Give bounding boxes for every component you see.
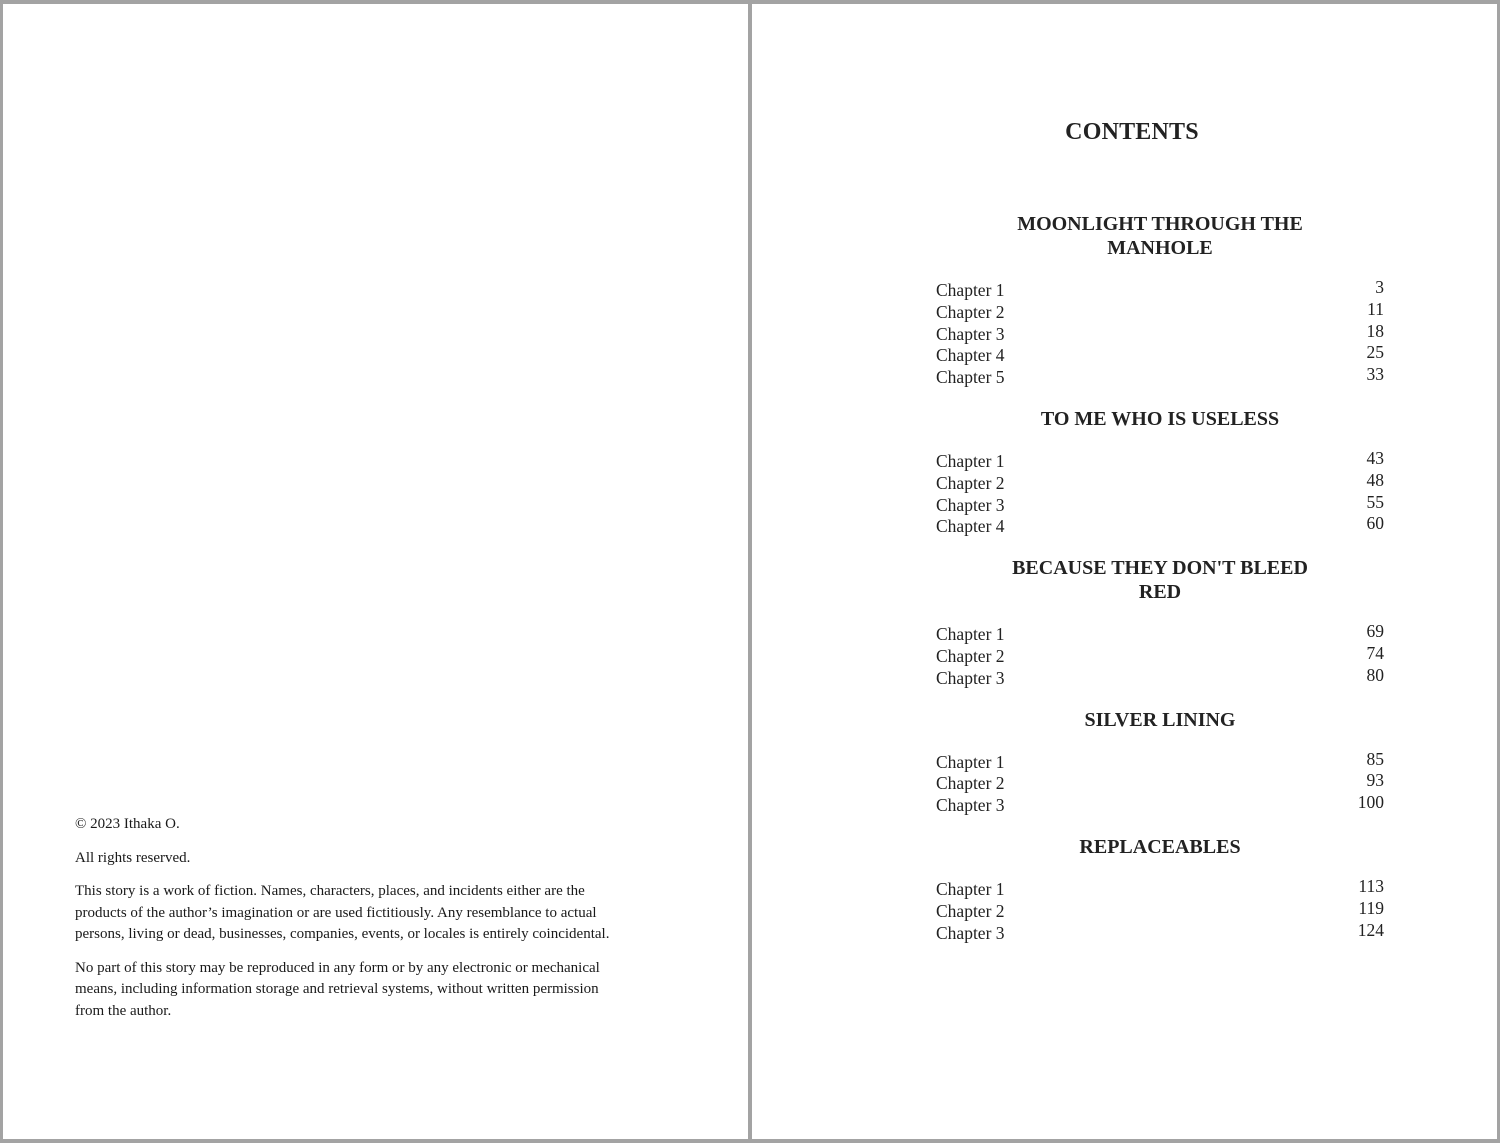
chapter-list — [936, 621, 1384, 689]
contents-title: CONTENTS — [1065, 119, 1199, 145]
toc-entry[interactable] — [936, 342, 1384, 367]
page-number: 100 — [1357, 792, 1384, 813]
chapter-label: Chapter 4 — [936, 516, 1005, 537]
page-number: 18 — [1366, 320, 1384, 341]
toc-entry[interactable] — [936, 792, 1384, 817]
page-number: 55 — [1366, 491, 1384, 512]
chapter-list — [936, 748, 1384, 817]
toc-entry[interactable] — [936, 642, 1384, 668]
chapter-label: Chapter 5 — [936, 367, 1005, 388]
contents-page — [752, 4, 1497, 1139]
toc-entry[interactable] — [936, 897, 1384, 923]
toc-entry[interactable] — [936, 364, 1384, 389]
page-number: 48 — [1366, 469, 1384, 490]
story-title: BECAUSE THEY DON'T BLEED RED — [1012, 557, 1308, 604]
chapter-label: Chapter 1 — [936, 751, 1005, 772]
page-number: 60 — [1366, 513, 1384, 534]
page-number: 3 — [1375, 277, 1384, 297]
chapter-label: Chapter 2 — [936, 773, 1005, 794]
toc-entry[interactable] — [936, 447, 1384, 473]
chapter-label: Chapter 2 — [936, 900, 1005, 921]
toc-entry[interactable] — [936, 875, 1384, 901]
chapter-label: Chapter 4 — [936, 345, 1005, 366]
copyright-block — [75, 814, 615, 1034]
page-number: 69 — [1366, 621, 1384, 642]
toc-entry[interactable] — [936, 469, 1384, 495]
chapter-list — [936, 875, 1384, 944]
copyright-page — [3, 4, 748, 1139]
chapter-label: Chapter 1 — [936, 450, 1005, 471]
page-number: 80 — [1366, 664, 1384, 685]
page-number: 93 — [1366, 770, 1384, 791]
story-title: MOONLIGHT THROUGH THE MANHOLE — [1017, 213, 1303, 259]
chapter-label: Chapter 2 — [936, 301, 1005, 322]
toc-entry[interactable] — [936, 320, 1384, 346]
page-number: 124 — [1357, 919, 1384, 940]
table-of-contents — [936, 212, 1384, 962]
toc-entry[interactable] — [936, 664, 1384, 690]
toc-entry[interactable] — [936, 621, 1384, 646]
toc-entry[interactable] — [936, 298, 1384, 324]
toc-entry[interactable] — [936, 491, 1384, 517]
page-number: 11 — [1367, 298, 1384, 319]
chapter-label: Chapter 3 — [936, 323, 1005, 344]
page-number: 85 — [1366, 748, 1384, 769]
toc-entry[interactable] — [936, 277, 1384, 302]
page-number: 113 — [1358, 875, 1384, 896]
copyright-line: © 2023 Ithaka O. — [75, 816, 180, 832]
toc-entry[interactable] — [936, 513, 1384, 538]
page-number: 74 — [1366, 642, 1384, 663]
page-number: 25 — [1366, 342, 1384, 363]
chapter-list — [936, 277, 1384, 389]
chapter-label: Chapter 3 — [936, 667, 1005, 688]
toc-story — [936, 708, 1384, 817]
story-title: TO ME WHO IS USELESS — [1040, 407, 1280, 430]
toc-story — [936, 835, 1384, 944]
chapter-label: Chapter 3 — [936, 795, 1005, 816]
fiction-notice: This story is a work of fiction. Names, characters, places, and incidents either are the products of the author’s imagination or are used fictitiously. Any resemblance to actual persons, living or dead, businesses, companies, events, or locales is entirely coincidental. — [75, 883, 610, 942]
chapter-label: Chapter 3 — [936, 494, 1005, 515]
chapter-label: Chapter 2 — [936, 472, 1005, 493]
chapter-label: Chapter 1 — [936, 878, 1005, 899]
page-number: 119 — [1358, 897, 1384, 918]
chapter-label: Chapter 1 — [936, 280, 1005, 300]
story-title: SILVER LINING — [1084, 708, 1236, 731]
toc-story — [936, 407, 1384, 538]
chapter-label: Chapter 2 — [936, 645, 1005, 666]
story-title: REPLACEABLES — [1079, 835, 1241, 858]
page-number: 43 — [1366, 447, 1384, 468]
toc-story — [936, 212, 1384, 389]
toc-story — [936, 556, 1384, 689]
toc-entry[interactable] — [936, 748, 1384, 774]
chapter-label: Chapter 1 — [936, 624, 1005, 645]
toc-entry[interactable] — [936, 919, 1384, 945]
toc-entry[interactable] — [936, 770, 1384, 795]
chapter-list — [936, 447, 1384, 538]
rights-reserved: All rights reserved. — [75, 849, 191, 866]
page-number: 33 — [1366, 364, 1384, 385]
chapter-label: Chapter 3 — [936, 922, 1005, 943]
reproduction-notice: No part of this story may be reproduced in any form or by any electronic or mechanical means, including information storage and retrieval systems, without written permission from the author. — [75, 959, 600, 1019]
